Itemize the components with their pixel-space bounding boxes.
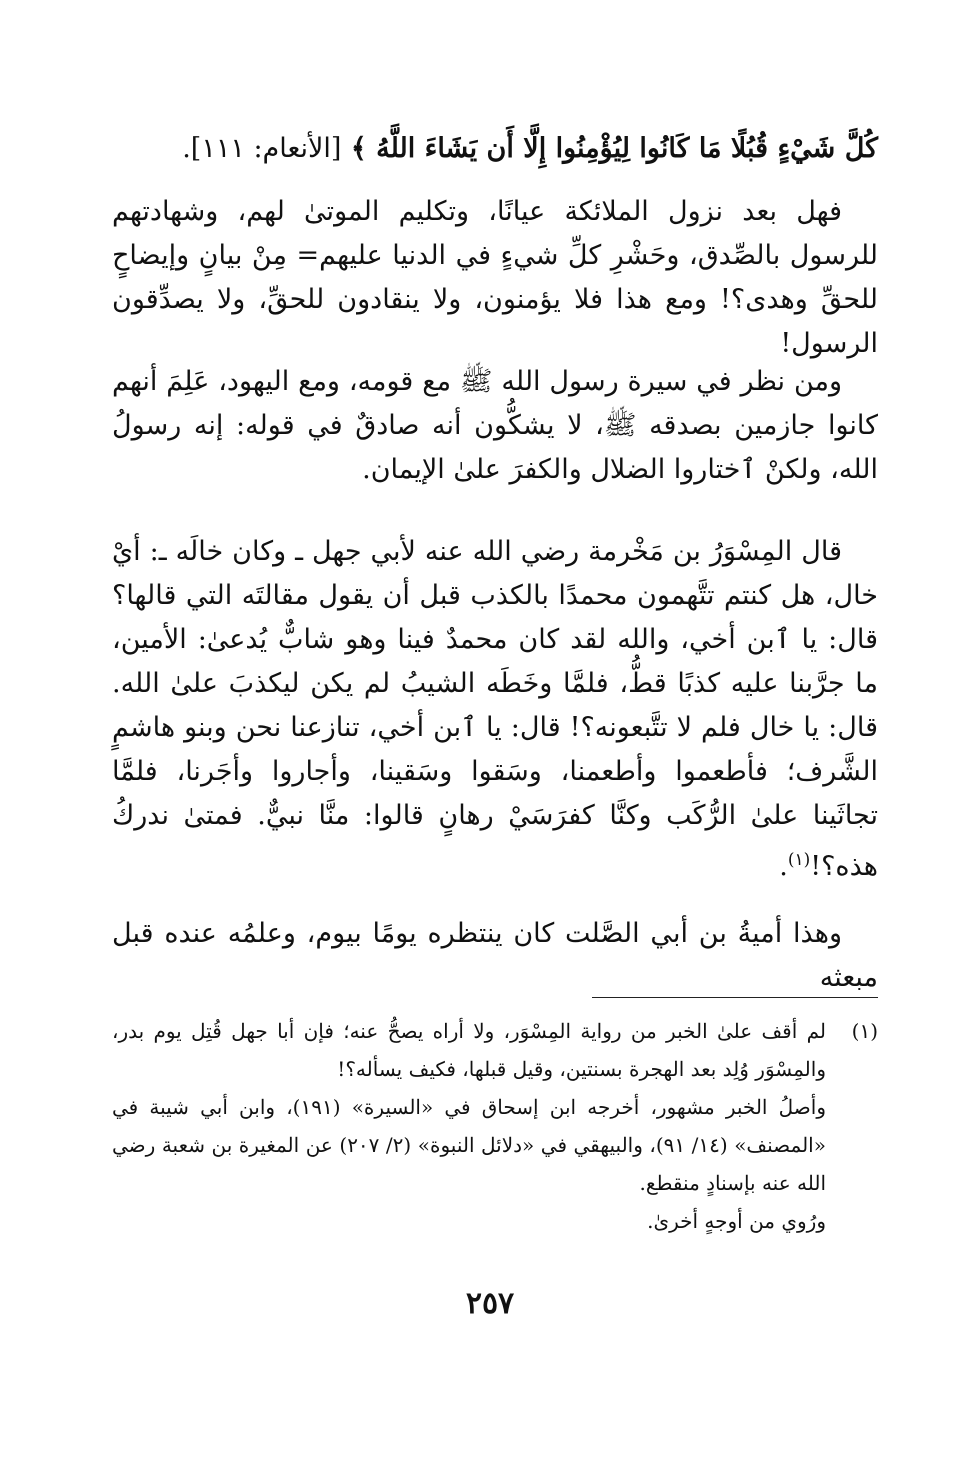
footnote-separator <box>592 997 878 998</box>
footnote-line-3: ورُوي من أوجهٍ أخرىٰ. <box>647 1209 826 1233</box>
paragraph-2-text: ومن نظر في سيرة رسول الله ﷺ مع قومه، ومع اليهود، عَلِمَ أنهم كانوا جازمين بصدقه ﷺ، لا يشكُّون أنه صادقٌ في قوله: إنه رسولُ الله، ولكنْ ٱختاروا الضلال والكفرَ علىٰ الإيمان. <box>112 366 878 485</box>
paragraph-1 <box>112 190 878 366</box>
paragraph-4-text: وهذا أميةُ بن أبي الصَّلت كان ينتظره يومًا بيوم، وعلمُه عنده قبل مبعثه <box>112 918 878 993</box>
footnote-line-1: لم أقف علىٰ الخبر من رواية المِسْوَر، ولا أراه يصحُّ عنه؛ فإن أبا جهل قُتِل يوم بدر، والمِسْوَر وُلِد بعد الهجرة بسنتين، وقيل قبلها، فكيف يسأله؟! <box>112 1019 826 1081</box>
page-number: ٢٥٧ <box>465 1286 515 1321</box>
footnote-number: (١) <box>851 1019 878 1043</box>
footnote-1 <box>112 1012 878 1240</box>
paragraph-3-text: قال المِسْوَرُ بن مَخْرمة رضي الله عنه لأبي جهل ـ وكان خالَه ـ: أيْ خال، هل كنتم تتَّهمون محمدًا بالكذب قبل أن يقول مقالتَه التي قالها؟ قال: يا ٱبن أخي، والله لقد كان محمدٌ فينا وهو شابٌّ يُدعىٰ: الأمين، ما جرَّبنا عليه كذبًا قطُّ، فلمَّا وخَطَه الشيبُ لم يكن ليكذبَ علىٰ الله. قال: يا خال فلم لا تتَّبعونه؟! قال: يا ٱبن أخي، تنازعنا نحن وبنو هاشمٍ الشَّرف؛ فأطعموا وأطعمنا، وسَقوا وسَقينا، وأجاروا وأجَرنا، فلمَّا تجاثَينا علىٰ الرُّكَب وكنَّا كفرَسَيْ رهانٍ قالوا: منَّا نبيٌّ. فمتىٰ ندركُ هذه؟! <box>112 536 878 882</box>
paragraph-3-period: . <box>779 851 788 882</box>
footnote-body <box>112 1012 826 1240</box>
paragraph-2 <box>112 360 878 492</box>
paragraph-1-text: فهل بعد نزول الملائكة عيانًا، وتكليم الموتىٰ لهم، وشهادتهم للرسول بالصِّدق، وحَشْرِ كلِّ شيءٍ في الدنيا عليهم= مِنْ بيانٍ وإيضاحٍ للحقِّ وهدى؟! ومع هذا فلا يؤمنون، ولا ينقادون للحقِّ، ولا يصدِّقون الرسول! <box>112 196 879 359</box>
paragraph-3 <box>112 530 878 889</box>
footnote-line-2: وأصلُ الخبر مشهور، أخرجه ابن إسحاق في «السيرة» (١٩١)، وابن أبي شيبة في «المصنف» (١٤/ ٩١)، والبيهقي في «دلائل النبوة» (٢/ ٢٠٧) عن المغيرة بن شعبة رضي الله عنه بإسنادٍ منقطع. <box>112 1095 826 1195</box>
paragraph-4 <box>112 912 878 1000</box>
footnotes-section <box>112 1012 878 1240</box>
verse-text: كُلَّ شَيْءٍ قُبُلًا مَا كَانُوا لِيُؤْمِنُوا إِلَّا أَن يَشَاءَ اللَّهُ ﴾ <box>350 133 878 164</box>
verse-reference: [الأنعام: ١١١]. <box>182 133 342 164</box>
quran-verse-line <box>112 126 878 172</box>
footnote-marker: (١) <box>787 850 811 870</box>
